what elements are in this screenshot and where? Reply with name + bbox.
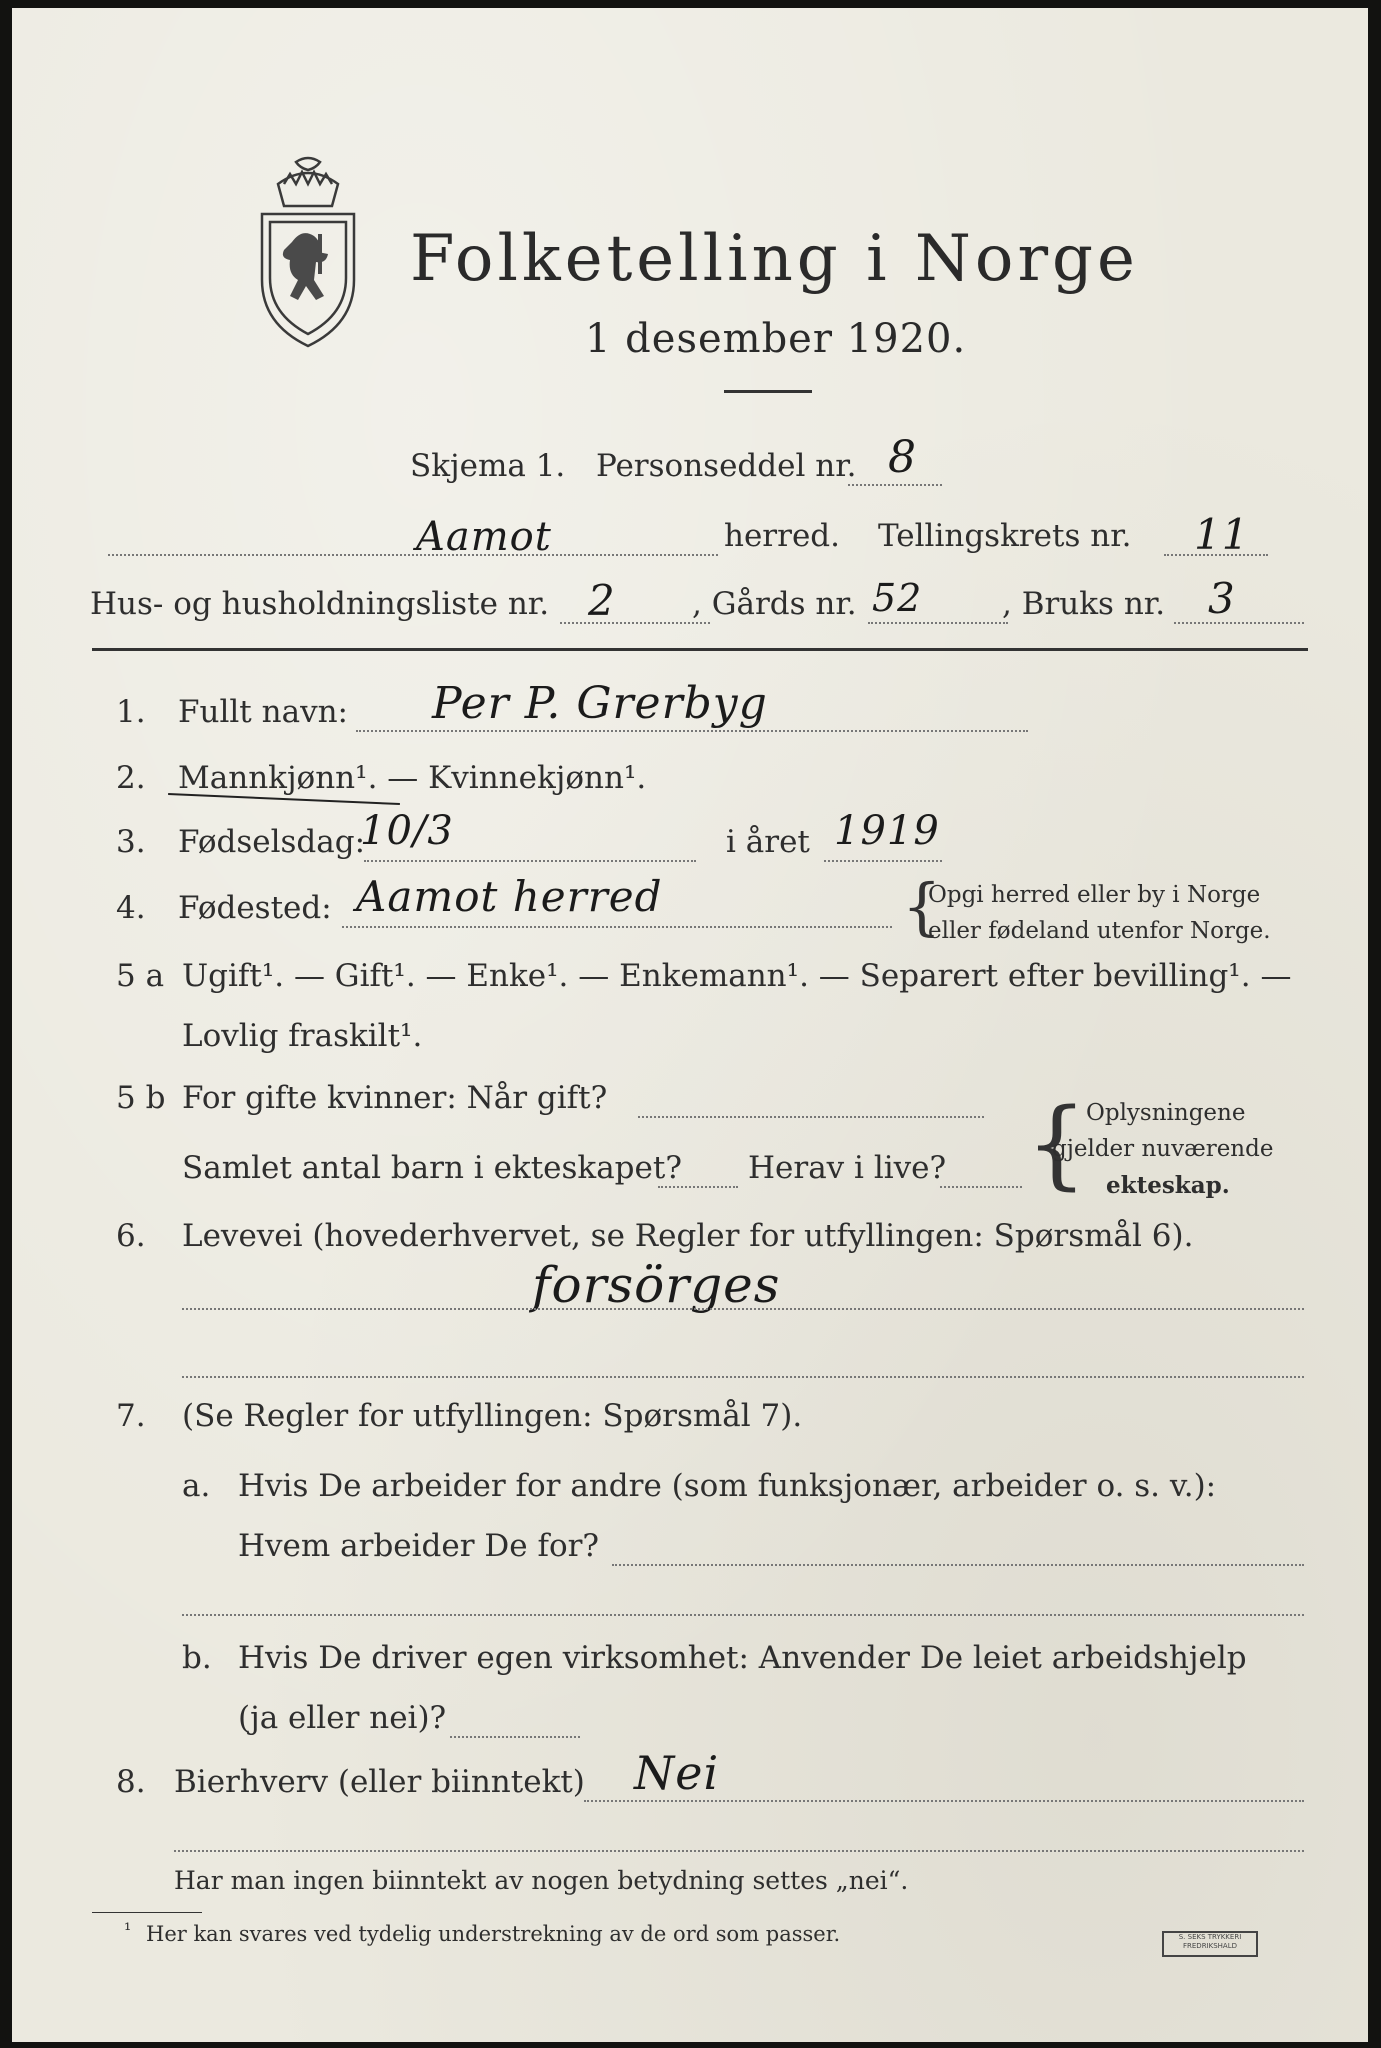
header-divider [92, 648, 1308, 651]
q3-year-dots [824, 860, 942, 862]
q2-label: Mannkjønn¹. — Kvinnekjønn¹. [178, 760, 647, 796]
q1-dots [356, 730, 1028, 732]
q3-label: Fødselsdag: [178, 824, 366, 860]
personseddel-label: Personseddel nr. [596, 448, 857, 484]
hus-label: Hus- og husholdningsliste nr. [90, 586, 550, 622]
q5b-note-line3: ekteskap. [1106, 1172, 1230, 1199]
q5b-label: For gifte kvinner: Når gift? [182, 1080, 608, 1116]
q7a-label: Hvis De arbeider for andre (som funksjonær, arbeider o. s. v.): [238, 1468, 1217, 1504]
q3-dots [364, 860, 696, 862]
q3-birthday-value[interactable]: 10/3 [360, 808, 454, 854]
q5b-married-dots [638, 1116, 984, 1118]
census-date: 1 desember 1920. [585, 316, 967, 362]
q6-occupation-value[interactable]: forsörges [532, 1256, 781, 1314]
q4-birthplace-value[interactable]: Aamot herred [356, 872, 663, 921]
q8-secondary-income-value[interactable]: Nei [634, 1746, 720, 1800]
tellingskrets-label: Tellingskrets nr. [878, 518, 1132, 554]
q4-label: Fødested: [178, 890, 332, 926]
bruks-value[interactable]: 3 [1208, 574, 1236, 623]
q7b-label: Hvis De driver egen virksomhet: Anvender De leiet arbeidshjelp [238, 1640, 1247, 1676]
q4-dots [342, 926, 892, 928]
q7a-label-2: Hvem arbeider De for? [238, 1528, 600, 1564]
hus-value[interactable]: 2 [588, 576, 616, 625]
footnote-text: Her kan svares ved tydelig understrekning av de ord som passer. [146, 1922, 841, 1946]
q5a-label-2: Lovlig fraskilt¹. [182, 1018, 423, 1054]
gards-dots [868, 622, 1008, 624]
bruks-dots [1174, 622, 1304, 624]
q5a-label: Ugift¹. — Gift¹. — Enke¹. — Enkemann¹. — Separert efter bevilling¹. — [182, 958, 1292, 994]
herred-dots [108, 554, 718, 556]
footnote-mark: ¹ [124, 1920, 132, 1941]
q5b-number: 5 b [116, 1080, 166, 1116]
q8-dots-2 [174, 1850, 1304, 1852]
q6-number: 6. [116, 1218, 146, 1254]
form-title: Folketelling i Norge [410, 222, 1139, 296]
gards-value[interactable]: 52 [872, 576, 923, 620]
q7b-dots [450, 1736, 580, 1738]
coat-of-arms-icon [248, 154, 368, 354]
tellingskrets-value[interactable]: 11 [1194, 510, 1250, 559]
herred-label: herred. [724, 518, 840, 554]
footnote-divider [92, 1912, 202, 1913]
q7-number: 7. [116, 1398, 146, 1434]
q5b-label-3: Herav i live? [748, 1150, 947, 1186]
q5b-note-line1: Oplysningene [1086, 1100, 1246, 1126]
q8-dots-1 [584, 1800, 1304, 1802]
q4-note-brace: { [902, 870, 942, 943]
q4-note-line1: Opgi herred eller by i Norge [928, 882, 1261, 908]
printer-stamp-line2: FREDRIKSHALD [1182, 1942, 1237, 1950]
q1-fullname-value[interactable]: Per P. Grerbyg [432, 678, 768, 729]
herred-value[interactable]: Aamot [416, 514, 552, 560]
hus-dots [560, 622, 710, 624]
q7a-dots-2 [182, 1614, 1304, 1616]
gards-label: , Gårds nr. [692, 586, 857, 622]
q7b-label-2: (ja eller nei)? [238, 1700, 447, 1736]
q6-label: Levevei (hovederhvervet, se Regler for utfyllingen: Spørsmål 6). [182, 1218, 1194, 1254]
q5b-children-dots [658, 1186, 738, 1188]
skjema-label: Skjema 1. [410, 448, 566, 484]
q2-number: 2. [116, 760, 146, 796]
q5b-label-2: Samlet antal barn i ekteskapet? [182, 1150, 682, 1186]
q4-number: 4. [116, 890, 146, 926]
personseddel-dots [848, 484, 942, 486]
q1-number: 1. [116, 694, 146, 730]
q7a-letter: a. [182, 1468, 211, 1504]
q7-label: (Se Regler for utfyllingen: Spørsmål 7). [182, 1398, 803, 1434]
bruks-label: , Bruks nr. [1002, 586, 1166, 622]
q3-number: 3. [116, 824, 146, 860]
q7a-dots-1 [612, 1564, 1304, 1566]
q5b-alive-dots [940, 1186, 1022, 1188]
q3-year-label: i året [726, 824, 810, 860]
q6-dots-2 [182, 1376, 1304, 1378]
q5a-number: 5 a [116, 958, 165, 994]
q5b-note-brace: { [1026, 1088, 1088, 1200]
printer-stamp-line1: S. SEKS TRYKKERI [1178, 1933, 1242, 1941]
q7b-letter: b. [182, 1640, 212, 1676]
title-divider [724, 390, 812, 393]
biinntekt-note: Har man ingen biinntekt av nogen betydning settes „nei“. [174, 1866, 909, 1895]
q6-dots-1 [182, 1308, 1304, 1310]
q8-label: Bierhverv (eller biinntekt) [174, 1764, 585, 1800]
q4-note-line2: eller fødeland utenfor Norge. [928, 918, 1271, 944]
q8-number: 8. [116, 1764, 146, 1800]
personseddel-value[interactable]: 8 [888, 432, 917, 483]
q5b-note-line2: gjelder nuværende [1052, 1136, 1274, 1162]
q1-label: Fullt navn: [178, 694, 348, 730]
q3-year-value[interactable]: 1919 [834, 808, 940, 854]
census-form-sheet [12, 8, 1368, 2042]
printer-stamp [1162, 1931, 1258, 1957]
